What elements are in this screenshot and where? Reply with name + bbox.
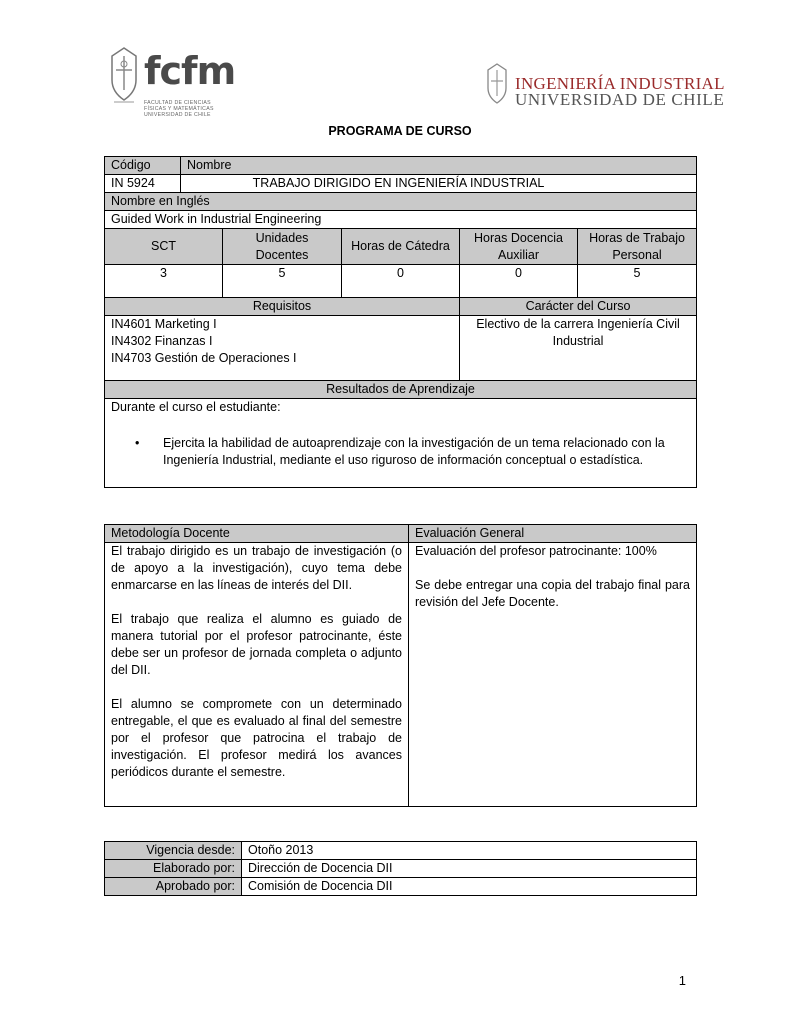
vigencia-value: Otoño 2013	[242, 842, 697, 860]
table-row	[105, 211, 697, 229]
list-item: IN4302 Finanzas I	[111, 334, 213, 348]
table-row	[105, 298, 697, 316]
english-name: Guided Work in Industrial Engineering	[105, 211, 697, 229]
hours-value-unidades: 5	[223, 265, 342, 298]
aprobado-value: Comisión de Docencia DII	[242, 878, 697, 896]
evaluacion-label: Evaluación General	[409, 525, 697, 543]
elaborado-value: Dirección de Docencia DII	[242, 860, 697, 878]
hours-header-auxiliar: Horas Docencia Auxiliar	[460, 229, 578, 265]
list-item: IN4703 Gestión de Operaciones I	[111, 351, 297, 365]
aprobado-label: Aprobado por:	[105, 878, 242, 896]
english-name-label: Nombre en Inglés	[105, 193, 697, 211]
paragraph: El trabajo que realiza el alumno es guiado de manera tutorial por el profesor patrocinante, éste debe ser un profesor de jornada completa o adjunto del DII.	[111, 612, 402, 677]
code-label: Código	[105, 157, 181, 174]
fcfm-subtitle: FACULTAD DE CIENCIAS FÍSICAS Y MATEMÁTICAS UNIVERSIDAD DE CHILE	[144, 100, 214, 118]
approval-table	[104, 841, 697, 896]
vigencia-label: Vigencia desde:	[105, 842, 242, 860]
table-row	[105, 842, 697, 860]
course-info-table	[104, 156, 697, 488]
resultados-intro: Durante el curso el estudiante:	[111, 400, 281, 414]
paragraph: Se debe entregar una copia del trabajo final para revisión del Jefe Docente.	[415, 578, 690, 609]
table-row	[105, 316, 697, 381]
hours-value-sct: 3	[105, 265, 223, 298]
metodologia-label: Metodología Docente	[105, 525, 409, 543]
elaborado-label: Elaborado por:	[105, 860, 242, 878]
hours-value-personal: 5	[578, 265, 697, 298]
bullet-icon: •	[135, 436, 140, 450]
course-name: TRABAJO DIRIGIDO EN INGENIERÍA INDUSTRIAL	[252, 176, 545, 190]
hours-value-catedra: 0	[342, 265, 460, 298]
hours-header-sct: SCT	[105, 229, 223, 265]
table-row	[105, 525, 697, 543]
resultados-label: Resultados de Aprendizaje	[105, 381, 697, 399]
metodologia-content	[105, 543, 409, 807]
table-row	[105, 878, 697, 896]
name-label: Nombre	[187, 158, 232, 172]
caracter-label: Carácter del Curso	[525, 299, 631, 313]
university-seal-icon	[485, 62, 509, 106]
fcfm-logo	[108, 44, 236, 126]
hours-header-personal: Horas de Trabajo Personal	[578, 229, 697, 265]
university-seal-icon	[108, 46, 140, 106]
page-number: 1	[678, 973, 686, 988]
list-item	[111, 435, 690, 469]
paragraph: Evaluación del profesor patrocinante: 100%	[415, 544, 657, 558]
page-title: PROGRAMA DE CURSO	[328, 124, 472, 138]
table-row	[105, 399, 697, 488]
table-row	[105, 157, 697, 175]
paragraph: El trabajo dirigido es un trabajo de investigación (o de apoyo a la investigación), cuyo tema debe enmarcarse en las líneas de interés del DII.	[111, 544, 402, 592]
methodology-table	[104, 524, 697, 807]
list-item: IN4601 Marketing I	[111, 317, 217, 331]
ingenieria-industrial-logo	[485, 60, 725, 110]
table-row	[105, 175, 697, 193]
table-row	[105, 543, 697, 807]
course-code: IN 5924	[105, 175, 181, 192]
table-row	[105, 860, 697, 878]
logo-line-universidad: UNIVERSIDAD DE CHILE	[515, 90, 725, 109]
evaluacion-content	[409, 543, 697, 807]
table-row	[105, 381, 697, 399]
table-row	[105, 265, 697, 298]
hours-value-auxiliar: 0	[460, 265, 578, 298]
resultado-bullet: Ejercita la habilidad de autoaprendizaje con la investigación de un tema relacionado con la Ingeniería Industrial, mediante el uso riguroso de información conceptual o estadística.	[163, 436, 665, 467]
table-row	[105, 229, 697, 265]
logo-line-ingenieria: INGENIERÍA INDUSTRIAL	[515, 74, 725, 93]
table-row	[105, 193, 697, 211]
paragraph: El alumno se compromete con un determinado entregable, el que es evaluado al final del semestre por el profesor que patrocina el trabajo de investigación. El profesor medirá los avances periódicos durante el semestre.	[111, 697, 402, 779]
hours-header-unidades: Unidades Docentes	[223, 229, 342, 265]
requisitos-label: Requisitos	[105, 298, 460, 315]
hours-header-catedra: Horas de Cátedra	[342, 229, 460, 265]
caracter-value: Electivo de la carrera Ingeniería Civil Industrial	[476, 317, 680, 348]
fcfm-wordmark: fcfm	[144, 49, 236, 93]
requisitos-list	[105, 316, 460, 380]
